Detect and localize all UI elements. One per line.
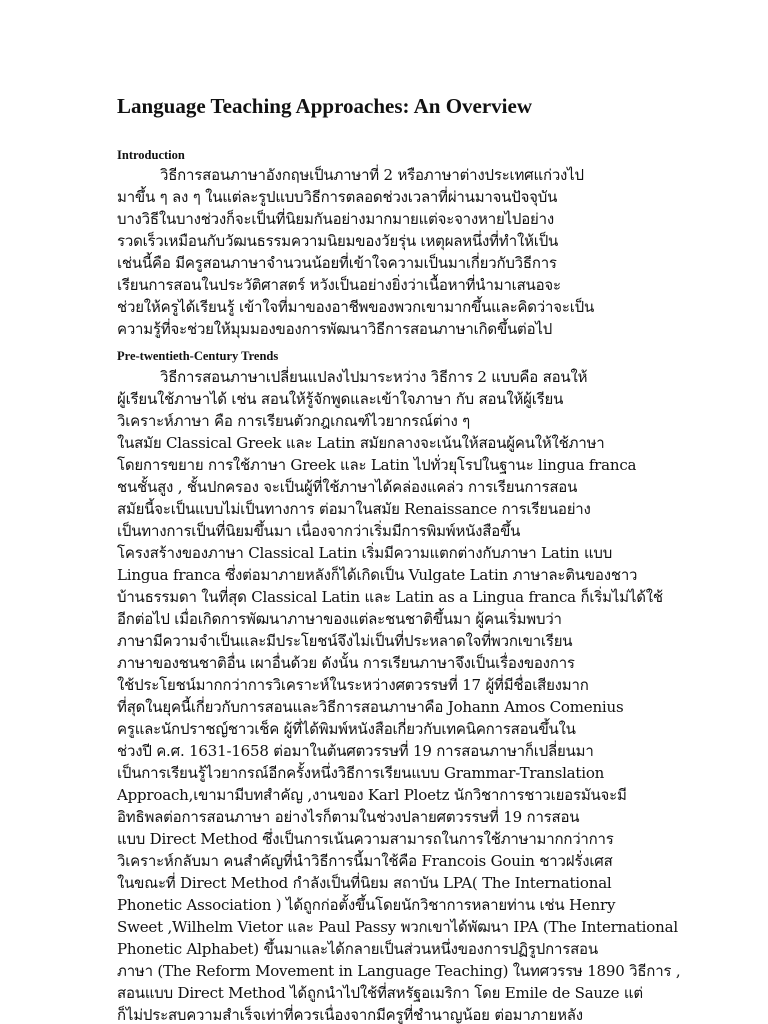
paragraph-line: โครงสร้างของภาษา Classical Latin เริ่มมีความแตกต่างกับภาษา Latin แบบ: [117, 544, 613, 562]
paragraph-line: ครูและนักปราชญ์ชาวเช็ค ผู้ที่ได้พิมพ์หนังสือเกี่ยวกับเทคนิคการสอนขึ้นใน: [117, 720, 576, 738]
paragraph-line: Phonetic Association ) ได้ถูกก่อตั้งขึ้นโดยนักวิชาการหลายท่าน เช่น Henry: [117, 896, 616, 914]
paragraph-line: เป็นทางการเป็นที่นิยมขึ้นมา เนื่องจากว่าเริ่มมีการพิมพ์หนังสือขึ้น: [117, 522, 521, 540]
paragraph-line: ช่วยให้ครูได้เรียนรู้ เข้าใจที่มาของอาชีพของพวกเขามากขึ้นและคิดว่าจะเป็น: [117, 298, 595, 316]
paragraph-line: เรียนการสอนในประวัติศาสตร์ หวังเป็นอย่างยิ่งว่าเนื้อหาที่นำมาเสนอจะ: [117, 276, 561, 294]
paragraph-line: แบบ Direct Method ซึ่งเป็นการเน้นความสามารถในการใช้ภาษามากกว่าการ: [117, 830, 614, 848]
paragraph-line: มาขึ้น ๆ ลง ๆ ในแต่ละรูปแบบวิธีการตลอดช่วงเวลาที่ผ่านมาจนปัจจุบัน: [117, 188, 558, 206]
section-heading-introduction: Introduction: [117, 148, 185, 162]
paragraph-line: เป็นการเรียนรู้ไวยากรณ์อีกครั้งหนึ่งวิธีการเรียนแบบ Grammar-Translation: [117, 764, 605, 782]
paragraph-line: ภาษาของชนชาติอื่น เผาอื่นด้วย ดังนั้น การเรียนภาษาจึงเป็นเรื่องของการ: [117, 654, 575, 672]
paragraph-line: วิธีการสอนภาษาอังกฤษเป็นภาษาที่ 2 หรือภาษาต่างประเทศแก่วงไป: [160, 166, 584, 184]
paragraph-line: Phonetic Alphabet) ขึ้นมาและได้กลายเป็นส่วนหนึ่งของการปฏิรูปการสอน: [117, 940, 598, 958]
paragraph-line: โดยการขยาย การใช้ภาษา Greek และ Latin ไปทั่วยุโรปในฐานะ lingua franca: [117, 456, 637, 474]
paragraph-line: Sweet ,Wilhelm Vietor และ Paul Passy พวกเขาได้พัฒนา IPA (The International: [117, 918, 678, 936]
paragraph-line: วิเคราะห์กลับมา คนสำคัญที่นำวิธีการนี้มาใช้คือ Francois Gouin ชาวฝรั่งเศส: [117, 852, 613, 870]
document-title: Language Teaching Approaches: An Overview: [117, 94, 532, 118]
paragraph-line: ในขณะที่ Direct Method กำลังเป็นที่นิยม สถาบัน LPA( The International: [117, 874, 612, 892]
paragraph-line: รวดเร็วเหมือนกับวัฒนธรรมความนิยมของวัยรุ่น เหตุผลหนึ่งที่ทำให้เป็น: [117, 232, 559, 250]
paragraph-line: สอนแบบ Direct Method ได้ถูกนำไปใช้ที่สหรัฐอเมริกา โดย Emile de Sauze แต่: [117, 984, 643, 1002]
paragraph-line: อีกต่อไป เมื่อเกิดการพัฒนาภาษาของแต่ละชนชาติขึ้นมา ผู้คนเริ่มพบว่า: [117, 610, 562, 628]
section-heading-pre-twentieth-century: Pre-twentieth-Century Trends: [117, 349, 279, 363]
paragraph-line: ภาษา (The Reform Movement in Language Teaching) ในทศวรรษ 1890 วิธีการ ,: [117, 962, 681, 980]
paragraph-line: วิธีการสอนภาษาเปลี่ยนแปลงไปมาระหว่าง วิธีการ 2 แบบคือ สอนให้: [160, 368, 588, 386]
paragraph-line: วิเคราะห์ภาษา คือ การเรียนตัวกฎเกณฑ์ไวยากรณ์ต่าง ๆ: [117, 412, 471, 430]
paragraph-line: Approach,เขามามีบทสำคัญ ,งานของ Karl Ploetz นักวิชาการชาวเยอรมันจะมี: [117, 786, 627, 804]
paragraph-line: ใช้ประโยชน์มากกว่าการวิเคราะห์ในระหว่างศตวรรษที่ 17 ผู้ที่มีชื่อเสียงมาก: [117, 676, 589, 694]
paragraph-line: บางวิธีในบางช่วงก็จะเป็นที่นิยมกันอย่างมากมายแต่จะจางหายไปอย่าง: [117, 210, 554, 228]
paragraph-line: สมัยนี้จะเป็นแบบไม่เป็นทางการ ต่อมาในสมัย Renaissance การเรียนอย่าง: [117, 500, 591, 518]
paragraph-line: ความรู้ที่จะช่วยให้มุมมองของการพัฒนาวิธีการสอนภาษาเกิดขึ้นต่อไป: [117, 320, 553, 338]
paragraph-line: ก็ไม่ประสบความสำเร็จเท่าที่ควรเนื่องจากมีครูที่ชำนาญน้อย ต่อมาภายหลัง: [117, 1006, 583, 1024]
paragraph-line: ที่สุดในยุคนี้เกี่ยวกับการสอนและวิธีการสอนภาษาคือ Johann Amos Comenius: [117, 698, 624, 716]
paragraph-line: Lingua franca ซึ่งต่อมาภายหลังก็ได้เกิดเป็น Vulgate Latin ภาษาละตินของชาว: [117, 566, 638, 584]
paragraph-line: ผู้เรียนใช้ภาษาได้ เช่น สอนให้รู้จักพูดและเข้าใจภาษา กับ สอนให้ผู้เรียน: [117, 390, 564, 408]
paragraph-line: ภาษามีความจำเป็นและมีประโยชน์จึงไม่เป็นที่ประหลาดใจที่พวกเขาเรียน: [117, 632, 573, 650]
paragraph-line: เช่นนี้คือ มีครูสอนภาษาจำนวนน้อยที่เข้าใจความเป็นมาเกี่ยวกับวิธีการ: [117, 254, 557, 272]
paragraph-line: ในสมัย Classical Greek และ Latin สมัยกลางจะเน้นให้สอนผู้คนให้ใช้ภาษา: [117, 434, 605, 452]
paragraph-line: ช่วงปี ค.ศ. 1631-1658 ต่อมาในต้นศตวรรษที่ 19 การสอนภาษาก็เปลี่ยนมา: [117, 742, 594, 760]
paragraph-line: ชนชั้นสูง , ชั้นปกครอง จะเป็นผู้ที่ใช้ภาษาได้คล่องแคล่ว การเรียนการสอน: [117, 478, 578, 496]
paragraph-line: บ้านธรรมดา ในที่สุด Classical Latin และ Latin as a Lingua franca ก็เริ่มไม่ได้ใช้: [117, 588, 663, 606]
paragraph-line: อิทธิพลต่อการสอนภาษา อย่างไรก็ตามในช่วงปลายศตวรรษที่ 19 การสอน: [117, 808, 580, 826]
